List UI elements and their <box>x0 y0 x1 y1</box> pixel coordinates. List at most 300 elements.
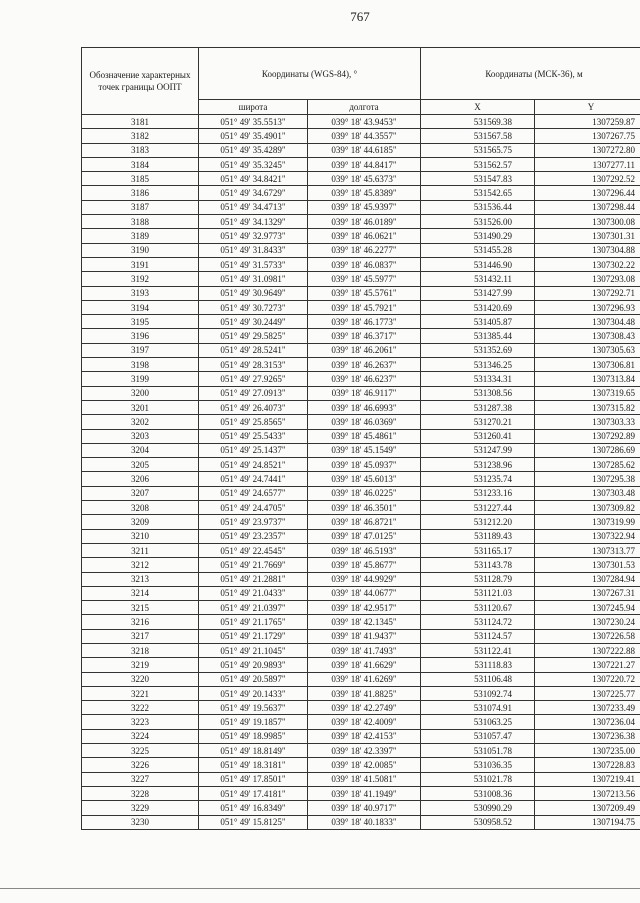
x-cell: 531547.83 <box>421 172 535 186</box>
latitude-cell: 051° 49' 24.8521" <box>199 458 308 472</box>
y-cell: 1307302.22 <box>535 257 640 271</box>
latitude-cell: 051° 49' 23.9737" <box>199 515 308 529</box>
longitude-cell: 039° 18' 45.7921" <box>308 300 421 314</box>
x-cell: 531189.43 <box>421 529 535 543</box>
point-id-cell: 3222 <box>82 701 199 715</box>
x-cell: 530958.52 <box>421 815 535 829</box>
longitude-cell: 039° 18' 46.6237" <box>308 372 421 386</box>
y-cell: 1307235.00 <box>535 744 640 758</box>
y-cell: 1307313.84 <box>535 372 640 386</box>
point-id-cell: 3227 <box>82 772 199 786</box>
longitude-cell: 039° 18' 41.1949" <box>308 786 421 800</box>
table-row <box>82 786 640 800</box>
y-cell: 1307245.94 <box>535 601 640 615</box>
y-cell: 1307295.38 <box>535 472 640 486</box>
table-row <box>82 415 640 429</box>
table-row <box>82 200 640 214</box>
longitude-cell: 039° 18' 40.9717" <box>308 801 421 815</box>
latitude-cell: 051° 49' 21.1729" <box>199 629 308 643</box>
point-id-cell: 3200 <box>82 386 199 400</box>
latitude-cell: 051° 49' 29.5825" <box>199 329 308 343</box>
point-id-cell: 3210 <box>82 529 199 543</box>
latitude-cell: 051° 49' 26.4073" <box>199 400 308 414</box>
table-row <box>82 386 640 400</box>
x-cell: 531063.25 <box>421 715 535 729</box>
y-cell: 1307226.58 <box>535 629 640 643</box>
latitude-cell: 051° 49' 20.9893" <box>199 658 308 672</box>
point-id-cell: 3193 <box>82 286 199 300</box>
latitude-cell: 051° 49' 21.0433" <box>199 586 308 600</box>
x-cell: 531074.91 <box>421 701 535 715</box>
x-cell: 530990.29 <box>421 801 535 815</box>
table-row <box>82 458 640 472</box>
y-cell: 1307230.24 <box>535 615 640 629</box>
point-id-cell: 3207 <box>82 486 199 500</box>
y-cell: 1307292.71 <box>535 286 640 300</box>
x-cell: 531124.72 <box>421 615 535 629</box>
table-row <box>82 543 640 557</box>
y-cell: 1307301.31 <box>535 229 640 243</box>
y-cell: 1307233.49 <box>535 701 640 715</box>
point-id-cell: 3185 <box>82 172 199 186</box>
table-row <box>82 686 640 700</box>
x-cell: 531405.87 <box>421 315 535 329</box>
table-row <box>82 529 640 543</box>
header-latitude: широта <box>199 100 308 115</box>
x-cell: 531352.69 <box>421 343 535 357</box>
longitude-cell: 039° 18' 46.0225" <box>308 486 421 500</box>
latitude-cell: 051° 49' 28.3153" <box>199 358 308 372</box>
x-cell: 531120.67 <box>421 601 535 615</box>
header-longitude: долгота <box>308 100 421 115</box>
x-cell: 531569.38 <box>421 115 535 129</box>
x-cell: 531106.48 <box>421 672 535 686</box>
table-row <box>82 729 640 743</box>
table-row <box>82 758 640 772</box>
table-body <box>82 115 640 830</box>
point-id-cell: 3194 <box>82 300 199 314</box>
longitude-cell: 039° 18' 44.0677" <box>308 586 421 600</box>
bottom-rule <box>0 888 640 889</box>
x-cell: 531526.00 <box>421 215 535 229</box>
table-row <box>82 501 640 515</box>
y-cell: 1307267.75 <box>535 129 640 143</box>
y-cell: 1307219.41 <box>535 772 640 786</box>
latitude-cell: 051° 49' 18.3181" <box>199 758 308 772</box>
y-cell: 1307308.43 <box>535 329 640 343</box>
point-id-cell: 3189 <box>82 229 199 243</box>
table-row <box>82 172 640 186</box>
latitude-cell: 051° 49' 34.8421" <box>199 172 308 186</box>
longitude-cell: 039° 18' 42.4009" <box>308 715 421 729</box>
y-cell: 1307298.44 <box>535 200 640 214</box>
point-id-cell: 3205 <box>82 458 199 472</box>
latitude-cell: 051° 49' 24.7441" <box>199 472 308 486</box>
latitude-cell: 051° 49' 35.4289" <box>199 143 308 157</box>
header-point-designation: Обозначение характерных точек границы ООПТ <box>82 48 199 115</box>
longitude-cell: 039° 18' 44.9929" <box>308 572 421 586</box>
table-row <box>82 586 640 600</box>
y-cell: 1307303.33 <box>535 415 640 429</box>
y-cell: 1307303.48 <box>535 486 640 500</box>
y-cell: 1307225.77 <box>535 686 640 700</box>
table-row <box>82 772 640 786</box>
y-cell: 1307292.89 <box>535 429 640 443</box>
point-id-cell: 3196 <box>82 329 199 343</box>
x-cell: 531036.35 <box>421 758 535 772</box>
longitude-cell: 039° 18' 45.6013" <box>308 472 421 486</box>
table-row <box>82 643 640 657</box>
point-id-cell: 3187 <box>82 200 199 214</box>
latitude-cell: 051° 49' 34.6729" <box>199 186 308 200</box>
latitude-cell: 051° 49' 35.4901" <box>199 129 308 143</box>
table-row <box>82 300 640 314</box>
x-cell: 531122.41 <box>421 643 535 657</box>
table-row <box>82 315 640 329</box>
point-id-cell: 3199 <box>82 372 199 386</box>
longitude-cell: 039° 18' 41.8825" <box>308 686 421 700</box>
table-row <box>82 429 640 443</box>
table-row <box>82 572 640 586</box>
point-id-cell: 3198 <box>82 358 199 372</box>
point-id-cell: 3215 <box>82 601 199 615</box>
point-id-cell: 3213 <box>82 572 199 586</box>
x-cell: 531455.28 <box>421 243 535 257</box>
point-id-cell: 3211 <box>82 543 199 557</box>
x-cell: 531121.03 <box>421 586 535 600</box>
table-row <box>82 329 640 343</box>
y-cell: 1307209.49 <box>535 801 640 815</box>
latitude-cell: 051° 49' 27.9265" <box>199 372 308 386</box>
y-cell: 1307286.69 <box>535 443 640 457</box>
table-row <box>82 257 640 271</box>
longitude-cell: 039° 18' 46.2637" <box>308 358 421 372</box>
longitude-cell: 039° 18' 46.0621" <box>308 229 421 243</box>
point-id-cell: 3195 <box>82 315 199 329</box>
y-cell: 1307296.93 <box>535 300 640 314</box>
x-cell: 531420.69 <box>421 300 535 314</box>
latitude-cell: 051° 49' 21.7669" <box>199 558 308 572</box>
point-id-cell: 3216 <box>82 615 199 629</box>
table-row <box>82 286 640 300</box>
x-cell: 531008.36 <box>421 786 535 800</box>
latitude-cell: 051° 49' 25.1437" <box>199 443 308 457</box>
header-y: Y <box>535 100 640 115</box>
x-cell: 531051.78 <box>421 744 535 758</box>
y-cell: 1307315.82 <box>535 400 640 414</box>
table-row <box>82 558 640 572</box>
point-id-cell: 3191 <box>82 257 199 271</box>
table-row <box>82 115 640 129</box>
table-row <box>82 715 640 729</box>
longitude-cell: 039° 18' 42.0085" <box>308 758 421 772</box>
y-cell: 1307300.08 <box>535 215 640 229</box>
y-cell: 1307222.88 <box>535 643 640 657</box>
y-cell: 1307319.65 <box>535 386 640 400</box>
latitude-cell: 051° 49' 34.1329" <box>199 215 308 229</box>
latitude-cell: 051° 49' 19.5637" <box>199 701 308 715</box>
point-id-cell: 3181 <box>82 115 199 129</box>
y-cell: 1307220.72 <box>535 672 640 686</box>
latitude-cell: 051° 49' 24.4705" <box>199 501 308 515</box>
table-row <box>82 358 640 372</box>
y-cell: 1307301.53 <box>535 558 640 572</box>
point-id-cell: 3202 <box>82 415 199 429</box>
y-cell: 1307304.88 <box>535 243 640 257</box>
y-cell: 1307236.38 <box>535 729 640 743</box>
table-row <box>82 215 640 229</box>
longitude-cell: 039° 18' 42.3397" <box>308 744 421 758</box>
x-cell: 531565.75 <box>421 143 535 157</box>
x-cell: 531567.58 <box>421 129 535 143</box>
latitude-cell: 051° 49' 34.4713" <box>199 200 308 214</box>
table-row <box>82 157 640 171</box>
longitude-cell: 039° 18' 42.9517" <box>308 601 421 615</box>
table-row <box>82 129 640 143</box>
latitude-cell: 051° 49' 17.4181" <box>199 786 308 800</box>
y-cell: 1307306.81 <box>535 358 640 372</box>
y-cell: 1307304.48 <box>535 315 640 329</box>
table-row <box>82 486 640 500</box>
latitude-cell: 051° 49' 25.8565" <box>199 415 308 429</box>
x-cell: 531092.74 <box>421 686 535 700</box>
longitude-cell: 039° 18' 45.0937" <box>308 458 421 472</box>
y-cell: 1307322.94 <box>535 529 640 543</box>
point-id-cell: 3228 <box>82 786 199 800</box>
longitude-cell: 039° 18' 42.1345" <box>308 615 421 629</box>
point-id-cell: 3184 <box>82 157 199 171</box>
y-cell: 1307267.31 <box>535 586 640 600</box>
x-cell: 531346.25 <box>421 358 535 372</box>
table-row <box>82 143 640 157</box>
point-id-cell: 3208 <box>82 501 199 515</box>
x-cell: 531385.44 <box>421 329 535 343</box>
point-id-cell: 3221 <box>82 686 199 700</box>
latitude-cell: 051° 49' 21.0397" <box>199 601 308 615</box>
latitude-cell: 051° 49' 32.9773" <box>199 229 308 243</box>
y-cell: 1307285.62 <box>535 458 640 472</box>
y-cell: 1307293.08 <box>535 272 640 286</box>
longitude-cell: 039° 18' 41.7493" <box>308 643 421 657</box>
latitude-cell: 051° 49' 21.1765" <box>199 615 308 629</box>
table-row <box>82 400 640 414</box>
longitude-cell: 039° 18' 42.4153" <box>308 729 421 743</box>
point-id-cell: 3226 <box>82 758 199 772</box>
table-row <box>82 272 640 286</box>
x-cell: 531427.99 <box>421 286 535 300</box>
latitude-cell: 051° 49' 20.5897" <box>199 672 308 686</box>
point-id-cell: 3220 <box>82 672 199 686</box>
longitude-cell: 039° 18' 45.1549" <box>308 443 421 457</box>
y-cell: 1307259.87 <box>535 115 640 129</box>
x-cell: 531212.20 <box>421 515 535 529</box>
longitude-cell: 039° 18' 43.9453" <box>308 115 421 129</box>
x-cell: 531124.57 <box>421 629 535 643</box>
table-row <box>82 701 640 715</box>
latitude-cell: 051° 49' 30.7273" <box>199 300 308 314</box>
longitude-cell: 039° 18' 46.3717" <box>308 329 421 343</box>
point-id-cell: 3230 <box>82 815 199 829</box>
point-id-cell: 3203 <box>82 429 199 443</box>
point-id-cell: 3212 <box>82 558 199 572</box>
x-cell: 531235.74 <box>421 472 535 486</box>
latitude-cell: 051° 49' 21.1045" <box>199 643 308 657</box>
latitude-cell: 051° 49' 31.8433" <box>199 243 308 257</box>
header-msk36-coordinates: Координаты (МСК-36), м <box>421 48 640 100</box>
y-cell: 1307292.52 <box>535 172 640 186</box>
y-cell: 1307272.80 <box>535 143 640 157</box>
table-row <box>82 672 640 686</box>
longitude-cell: 039° 18' 46.9117" <box>308 386 421 400</box>
table-row <box>82 229 640 243</box>
longitude-cell: 039° 18' 46.2277" <box>308 243 421 257</box>
point-id-cell: 3223 <box>82 715 199 729</box>
table-row <box>82 243 640 257</box>
x-cell: 531165.17 <box>421 543 535 557</box>
longitude-cell: 039° 18' 46.8721" <box>308 515 421 529</box>
latitude-cell: 051° 49' 35.5513" <box>199 115 308 129</box>
x-cell: 531247.99 <box>421 443 535 457</box>
y-cell: 1307309.82 <box>535 501 640 515</box>
header-wgs84-coordinates: Координаты (WGS-84), ° <box>199 48 421 100</box>
x-cell: 531287.38 <box>421 400 535 414</box>
table-row <box>82 186 640 200</box>
point-id-cell: 3218 <box>82 643 199 657</box>
point-id-cell: 3201 <box>82 400 199 414</box>
x-cell: 531021.78 <box>421 772 535 786</box>
y-cell: 1307221.27 <box>535 658 640 672</box>
latitude-cell: 051° 49' 15.8125" <box>199 815 308 829</box>
longitude-cell: 039° 18' 45.5977" <box>308 272 421 286</box>
longitude-cell: 039° 18' 41.6629" <box>308 658 421 672</box>
x-cell: 531432.11 <box>421 272 535 286</box>
latitude-cell: 051° 49' 20.1433" <box>199 686 308 700</box>
y-cell: 1307305.63 <box>535 343 640 357</box>
table-row <box>82 658 640 672</box>
longitude-cell: 039° 18' 45.5761" <box>308 286 421 300</box>
latitude-cell: 051° 49' 17.8501" <box>199 772 308 786</box>
point-id-cell: 3197 <box>82 343 199 357</box>
latitude-cell: 051° 49' 21.2881" <box>199 572 308 586</box>
table-row <box>82 815 640 829</box>
longitude-cell: 039° 18' 47.0125" <box>308 529 421 543</box>
coordinates-table <box>81 47 640 830</box>
latitude-cell: 051° 49' 27.0913" <box>199 386 308 400</box>
point-id-cell: 3225 <box>82 744 199 758</box>
longitude-cell: 039° 18' 46.0369" <box>308 415 421 429</box>
longitude-cell: 039° 18' 41.9437" <box>308 629 421 643</box>
longitude-cell: 039° 18' 41.6269" <box>308 672 421 686</box>
point-id-cell: 3183 <box>82 143 199 157</box>
x-cell: 531238.96 <box>421 458 535 472</box>
x-cell: 531260.41 <box>421 429 535 443</box>
table-row <box>82 801 640 815</box>
latitude-cell: 051° 49' 16.8349" <box>199 801 308 815</box>
x-cell: 531334.31 <box>421 372 535 386</box>
table-row <box>82 744 640 758</box>
latitude-cell: 051° 49' 18.9985" <box>199 729 308 743</box>
latitude-cell: 051° 49' 30.2449" <box>199 315 308 329</box>
longitude-cell: 039° 18' 45.6373" <box>308 172 421 186</box>
latitude-cell: 051° 49' 25.5433" <box>199 429 308 443</box>
latitude-cell: 051° 49' 31.5733" <box>199 257 308 271</box>
table-row <box>82 443 640 457</box>
header-x: X <box>421 100 535 115</box>
longitude-cell: 039° 18' 46.1773" <box>308 315 421 329</box>
x-cell: 531562.57 <box>421 157 535 171</box>
y-cell: 1307277.11 <box>535 157 640 171</box>
longitude-cell: 039° 18' 46.2061" <box>308 343 421 357</box>
latitude-cell: 051° 49' 24.6577" <box>199 486 308 500</box>
table-row <box>82 372 640 386</box>
point-id-cell: 3192 <box>82 272 199 286</box>
x-cell: 531536.44 <box>421 200 535 214</box>
table-row <box>82 472 640 486</box>
longitude-cell: 039° 18' 45.4861" <box>308 429 421 443</box>
page-number: 767 <box>350 9 370 24</box>
latitude-cell: 051° 49' 31.0981" <box>199 272 308 286</box>
longitude-cell: 039° 18' 45.9397" <box>308 200 421 214</box>
point-id-cell: 3188 <box>82 215 199 229</box>
table-row <box>82 343 640 357</box>
longitude-cell: 039° 18' 46.5193" <box>308 543 421 557</box>
longitude-cell: 039° 18' 46.0189" <box>308 215 421 229</box>
point-id-cell: 3209 <box>82 515 199 529</box>
x-cell: 531490.29 <box>421 229 535 243</box>
latitude-cell: 051° 49' 30.9649" <box>199 286 308 300</box>
y-cell: 1307284.94 <box>535 572 640 586</box>
latitude-cell: 051° 49' 35.3245" <box>199 157 308 171</box>
point-id-cell: 3186 <box>82 186 199 200</box>
longitude-cell: 039° 18' 45.8389" <box>308 186 421 200</box>
latitude-cell: 051° 49' 28.5241" <box>199 343 308 357</box>
x-cell: 531118.83 <box>421 658 535 672</box>
x-cell: 531057.47 <box>421 729 535 743</box>
point-id-cell: 3182 <box>82 129 199 143</box>
longitude-cell: 039° 18' 45.8677" <box>308 558 421 572</box>
x-cell: 531227.44 <box>421 501 535 515</box>
table-row <box>82 515 640 529</box>
y-cell: 1307228.83 <box>535 758 640 772</box>
point-id-cell: 3229 <box>82 801 199 815</box>
x-cell: 531233.16 <box>421 486 535 500</box>
longitude-cell: 039° 18' 44.3557" <box>308 129 421 143</box>
table-row <box>82 601 640 615</box>
latitude-cell: 051° 49' 22.4545" <box>199 543 308 557</box>
longitude-cell: 039° 18' 44.8417" <box>308 157 421 171</box>
longitude-cell: 039° 18' 46.0837" <box>308 257 421 271</box>
table-row <box>82 615 640 629</box>
x-cell: 531542.65 <box>421 186 535 200</box>
point-id-cell: 3214 <box>82 586 199 600</box>
table-row <box>82 629 640 643</box>
x-cell: 531446.90 <box>421 257 535 271</box>
y-cell: 1307319.99 <box>535 515 640 529</box>
y-cell: 1307213.56 <box>535 786 640 800</box>
latitude-cell: 051° 49' 19.1857" <box>199 715 308 729</box>
y-cell: 1307296.44 <box>535 186 640 200</box>
longitude-cell: 039° 18' 40.1833" <box>308 815 421 829</box>
x-cell: 531270.21 <box>421 415 535 429</box>
longitude-cell: 039° 18' 46.3501" <box>308 501 421 515</box>
x-cell: 531308.56 <box>421 386 535 400</box>
longitude-cell: 039° 18' 46.6993" <box>308 400 421 414</box>
point-id-cell: 3217 <box>82 629 199 643</box>
longitude-cell: 039° 18' 44.6185" <box>308 143 421 157</box>
x-cell: 531128.79 <box>421 572 535 586</box>
longitude-cell: 039° 18' 42.2749" <box>308 701 421 715</box>
y-cell: 1307313.77 <box>535 543 640 557</box>
